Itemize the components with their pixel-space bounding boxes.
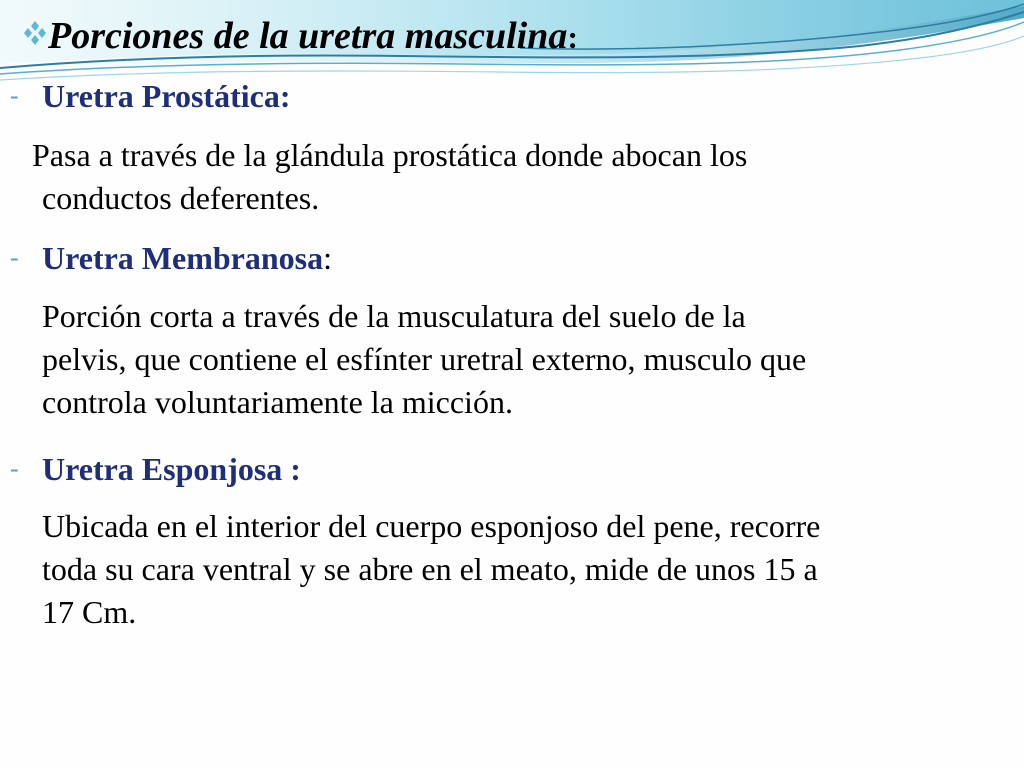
section-heading: Uretra Membranosa [42, 240, 324, 276]
body-line: Ubicada en el interior del cuerpo esponjoso del pene, recorre [42, 508, 821, 544]
body-line: controla voluntariamente la micción. [42, 384, 513, 420]
section-body [42, 295, 1017, 424]
slide-title [22, 10, 578, 63]
body-line: 17 Cm. [42, 594, 137, 630]
section-body [32, 134, 1017, 220]
dash-bullet: - [10, 454, 19, 483]
dash-bullet: - [10, 243, 19, 272]
section-heading: Uretra Esponjosa : [42, 451, 301, 487]
body-line: Pasa a través de la glándula prostática donde abocan los [32, 137, 748, 173]
dash-bullet: - [10, 81, 19, 110]
section-body [42, 505, 1017, 634]
body-line: toda su cara ventral y se abre en el meato, mide de unos 15 a [42, 551, 818, 587]
body-line: Porción corta a través de la musculatura del suelo de la [42, 298, 746, 334]
slide-title-text: Porciones de la uretra masculina [48, 15, 568, 57]
slide-title-colon: : [567, 19, 579, 55]
body-line: conductos deferentes. [42, 180, 320, 216]
section-heading: Uretra Prostática: [42, 78, 291, 114]
body-line: pelvis, que contiene el esfínter uretral externo, musculo que [42, 341, 807, 377]
diamond-bullet-icon [22, 20, 48, 46]
section-heading-wrap [42, 237, 332, 279]
section-heading-suffix: : [323, 240, 332, 276]
